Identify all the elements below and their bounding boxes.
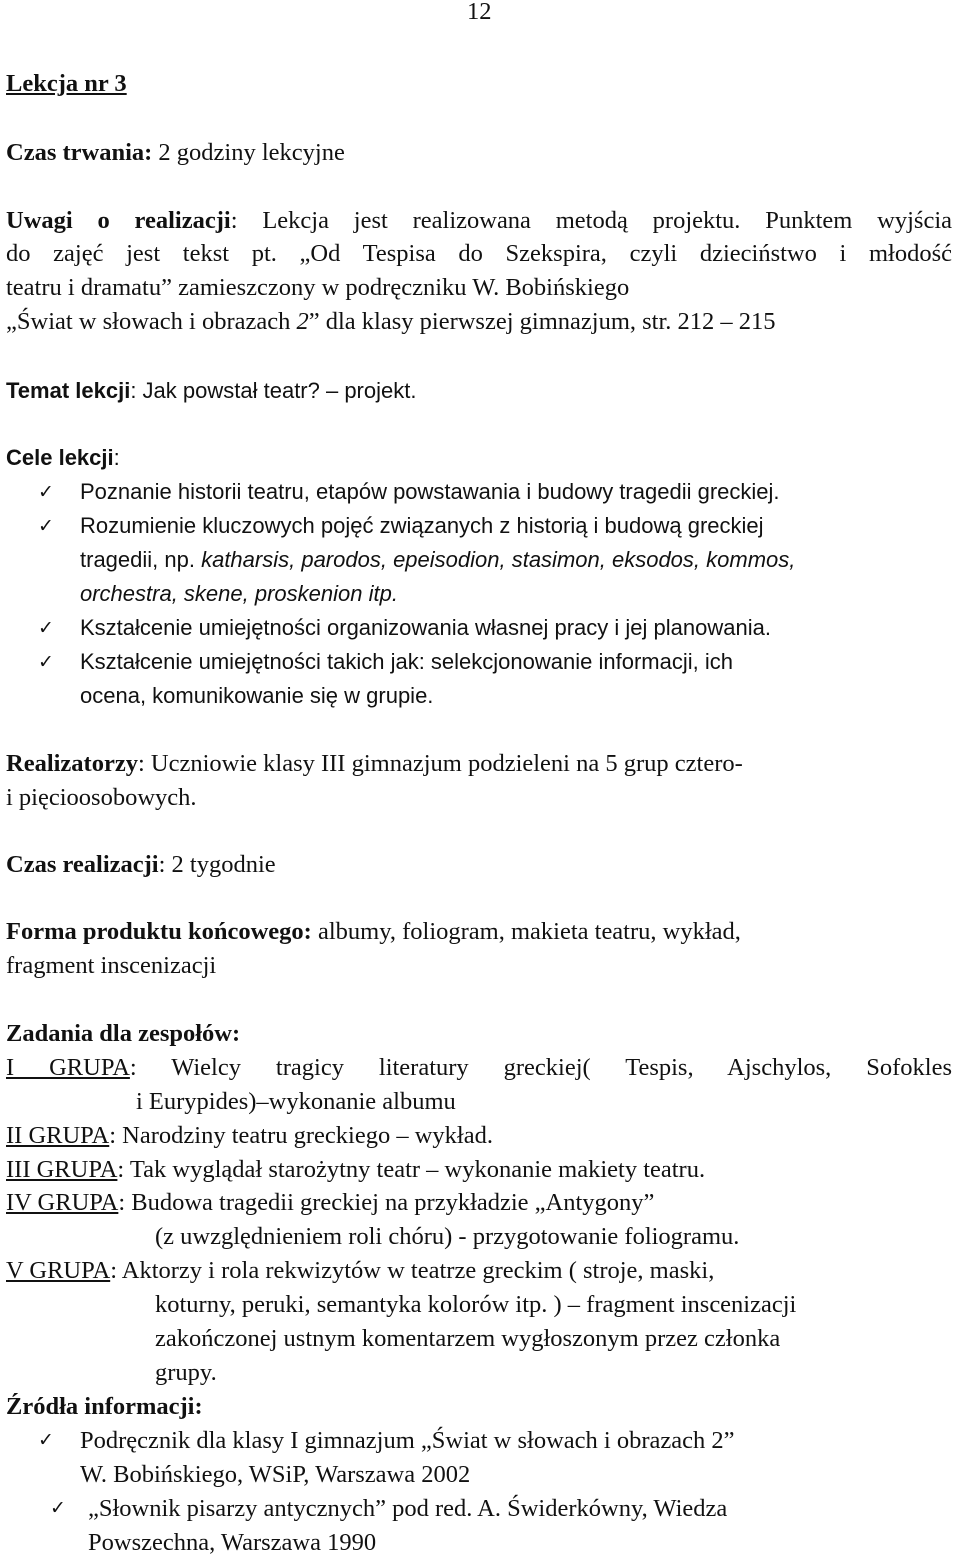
duration-value: 2 godziny lekcyjne: [152, 139, 345, 166]
check-icon: ✓: [38, 1429, 54, 1451]
realization-time-value: : 2 tygodnie: [158, 851, 276, 878]
group-5-line-1: [6, 1257, 714, 1285]
executors-line-1: [6, 750, 743, 778]
group-2: [6, 1122, 493, 1150]
source-1-line-1: Podręcznik dla klasy I gimnazjum „Świat w słowach i obrazach 2”: [80, 1427, 735, 1454]
check-icon: ✓: [38, 481, 54, 503]
source-2-line-1: „Słownik pisarzy antycznych” pod red. A. Świderkówny, Wiedza: [88, 1495, 728, 1522]
group-3-text: : Tak wyglądał starożytny teatr – wykonanie makiety teatru.: [117, 1156, 706, 1183]
goal-item-2-plain: tragedii, np.: [80, 547, 202, 572]
goal-item-1: Poznanie historii teatru, etapów powstawania i budowy tragedii greckiej.: [80, 479, 780, 504]
check-icon: ✓: [50, 1497, 66, 1519]
goal-item-4-cont: ocena, komunikowanie się w grupie.: [80, 683, 434, 708]
notes-label: Uwagi o realizacji: [6, 207, 231, 234]
product-line-2: fragment inscenizacji: [6, 952, 217, 979]
group-1-name: I GRUPA: [6, 1054, 130, 1081]
executors-label: Realizatorzy: [6, 750, 138, 777]
notes-line-4: [6, 308, 776, 336]
notes-line-3: teatru i dramatu” zamieszczony w podręczniku W. Bobińskiego: [6, 274, 630, 301]
goal-item-3: Kształcenie umiejętności organizowania własnej pracy i jej planowania.: [80, 615, 771, 640]
group-5-line-3: zakończonej ustnym komentarzem wygłoszonym przez członka: [155, 1325, 781, 1352]
group-5-line-4: grupy.: [155, 1359, 217, 1386]
goal-item-4: Kształcenie umiejętności takich jak: selekcjonowanie informacji, ich: [80, 649, 733, 674]
goals-heading: [6, 445, 120, 470]
notes-line-2: do zajęć jest tekst pt. „Od Tespisa do Szekspira, czyli dzieciństwo i młodość: [6, 240, 952, 267]
group-3: [6, 1156, 705, 1184]
group-4-text: : Budowa tragedii greckiej na przykładzie „Antygony”: [118, 1189, 655, 1216]
notes-book-title: „Świat w słowach i obrazach: [6, 308, 297, 335]
executors-text: : Uczniowie klasy III gimnazjum podzieleni na 5 grup cztero-: [137, 750, 743, 777]
group-5-line-2: koturny, peruki, semantyka kolorów itp. ) – fragment inscenizacji: [155, 1291, 797, 1318]
group-2-name: II GRUPA: [6, 1122, 110, 1149]
realization-time-label: Czas realizacji: [6, 851, 159, 878]
notes-text-1: : Lekcja jest realizowana metodą projektu. Punktem wyjścia: [230, 207, 953, 234]
group-4-line-2: (z uwzględnieniem roli chóru) - przygotowanie foliogramu.: [155, 1223, 740, 1250]
notes-book-part: 2: [296, 308, 309, 335]
duration-label: Czas trwania:: [6, 139, 153, 166]
group-4-line-1: [6, 1189, 654, 1217]
page-number: 12: [467, 0, 492, 25]
goals-label-suffix: :: [113, 445, 120, 470]
source-1-line-2: W. Bobińskiego, WSiP, Warszawa 2002: [80, 1461, 471, 1488]
group-1-text: : Wielcy tragicy literatury greckiej( Tespis, Ajschylos, Sofokles: [129, 1054, 952, 1081]
topic-value: : Jak powstał teatr? – projekt.: [130, 378, 417, 403]
product-label: Forma produktu końcowego:: [6, 918, 312, 945]
duration: [6, 139, 345, 167]
product-text: albumy, foliogram, makieta teatru, wykład,: [311, 918, 741, 945]
product-line-1: [6, 918, 741, 946]
group-5-text: : Aktorzy i rola rekwizytów w teatrze greckim ( stroje, maski,: [110, 1257, 715, 1284]
goal-item-2-cont2: orchestra, skene, proskenion itp.: [80, 581, 398, 606]
check-icon: ✓: [38, 515, 54, 537]
goals-label: Cele lekcji: [6, 445, 114, 470]
lesson-title: Lekcja nr 3: [6, 70, 127, 97]
topic: [6, 378, 416, 403]
executors-line-2: i pięcioosobowych.: [6, 784, 197, 811]
group-2-text: : Narodziny teatru greckiego – wykład.: [109, 1122, 493, 1149]
group-3-name: III GRUPA: [6, 1156, 118, 1183]
goal-item-2-cont: [80, 547, 795, 572]
tasks-heading: Zadania dla zespołów:: [6, 1020, 241, 1047]
notes-book-rest: ” dla klasy pierwszej gimnazjum, str. 212 – 215: [308, 308, 776, 335]
sources-heading: Źródła informacji:: [6, 1393, 203, 1420]
goal-item-2-terms: katharsis, parodos, epeisodion, stasimon, eksodos, kommos,: [201, 547, 796, 572]
notes-line-1: [6, 207, 952, 235]
realization-time: [6, 851, 276, 879]
topic-label: Temat lekcji: [6, 378, 131, 403]
group-1-line-2: i Eurypides)–wykonanie albumu: [136, 1088, 456, 1115]
goal-item-2: Rozumienie kluczowych pojęć związanych z historią i budową greckiej: [80, 513, 764, 538]
check-icon: ✓: [38, 651, 54, 673]
check-icon: ✓: [38, 617, 54, 639]
group-5-name: V GRUPA: [6, 1257, 111, 1284]
group-1-line-1: [6, 1054, 952, 1082]
source-2-line-2: Powszechna, Warszawa 1990: [88, 1529, 377, 1556]
group-4-name: IV GRUPA: [6, 1189, 119, 1216]
